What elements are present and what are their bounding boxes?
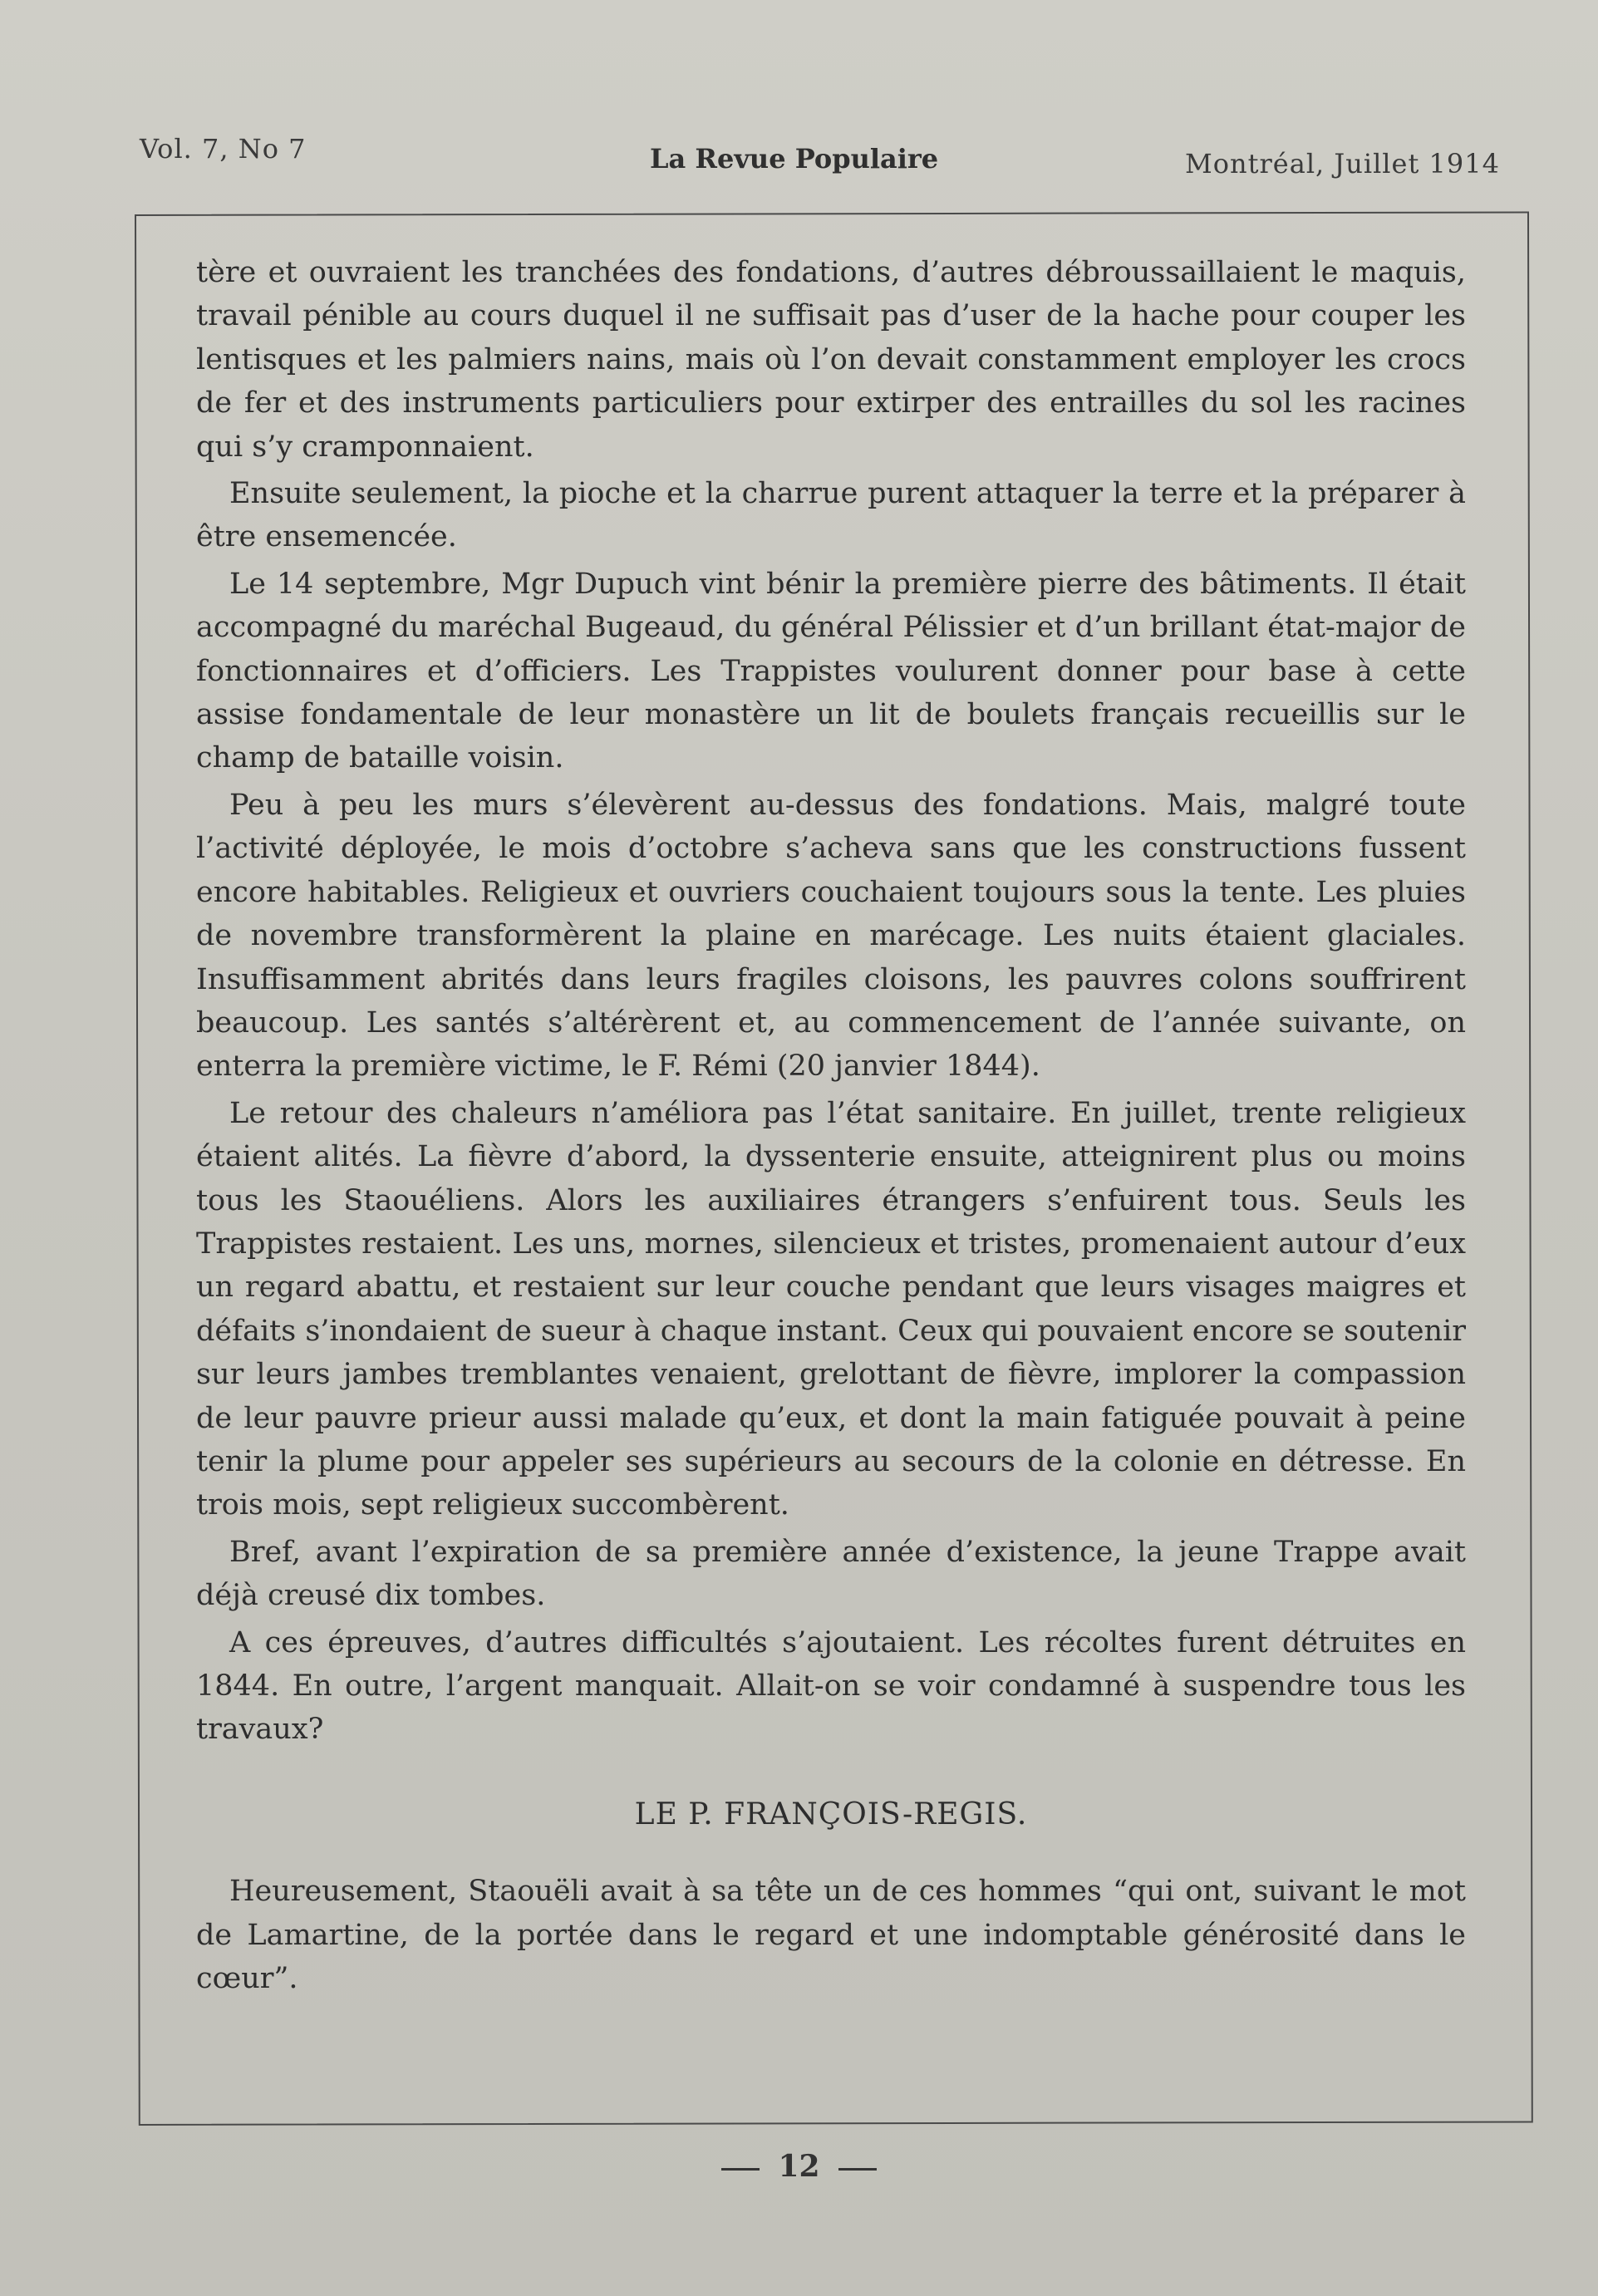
paragraph-7: A ces épreuves, d’autres difficultés s’ajoutaient. Les récoltes furent détruites en 1844. En outre, l’argent manquait. Allait-on se voir condamné à suspendre tous les travaux? [196, 1625, 1466, 1747]
paragraph-5: Le retour des chaleurs n’améliora pas l’état sanitaire. En juillet, trente religieux étaient alités. La fièvre d’abord, la dyssenterie ensuite, atteignirent plus ou moins tous les Staouéliens. Alors les auxiliaires étrangers s’enfuirent tous. Seuls les Trappistes restaient. Les uns, mornes, silencieux et tristes, promenaient autour d’eux un regard abattu, et restaient sur leur couche pendant que leurs visages maigres et défaits s’inondaient de sueur à chaque instant. Ceux qui pouvaient encore se soutenir sur leurs jambes tremblantes venaient, grelottant de fièvre, implorer la compassion de leur pauvre prieur aussi malade qu’eux, et dont la main fatiguée pouvait à peine tenir la plume pour appeler ses supérieurs au secours de la colonie en détresse. En trois mois, sept religieux succombèrent. [196, 1096, 1466, 1522]
journal-title: La Revue Populaire [650, 143, 939, 175]
article-body [196, 251, 1466, 2003]
page-number [0, 2149, 1598, 2184]
paragraph-3: Le 14 septembre, Mgr Dupuch vint bénir la première pierre des bâtiments. Il était accompagné du maréchal Bugeaud, du général Pélissier et d’un brillant état-major de fonctionnaires et d’officiers. Les Trappistes voulurent donner pour base à cette assise fondamentale de leur monastère un lit de boulets français recueillis sur le champ de bataille voisin. [196, 567, 1466, 775]
issue-place-date: Montréal, Juillet 1914 [1185, 148, 1500, 179]
folio-dash-left [721, 2168, 760, 2171]
paragraph-6: Bref, avant l’expiration de sa première année d’existence, la jeune Trappe avait déjà creusé dix tombes. [196, 1535, 1466, 1613]
section-heading: LE P. FRANÇOIS-REGIS. [634, 1797, 1028, 1831]
paragraph-1: tère et ouvraient les tranchées des fondations, d’autres débroussaillaient le maquis, travail pénible au cours duquel il ne suffisait pas d’user de la hache pour couper les lentisques et les palmiers nains, mais où l’on devait constamment employer les crocs de fer et des instruments particuliers pour extirper des entrailles du sol les racines qui s’y cramponnaient. [196, 256, 1466, 464]
closing-paragraph: Heureusement, Staouëli avait à sa tête un de ces hommes “qui ont, suivant le mot de Lamartine, de la portée dans le regard et une indomptable générosité dans le cœur”. [196, 1875, 1466, 1996]
paragraph-4: Peu à peu les murs s’élevèrent au-dessus des fondations. Mais, malgré toute l’activité déployée, le mois d’octobre s’acheva sans que les constructions fussent encore habitables. Religieux et ouvriers couchaient toujours sous la tente. Les pluies de novembre transformèrent la plaine en marécage. Les nuits étaient glaciales. Insuffisamment abrités dans leurs fragiles cloisons, les pauvres colons souffrirent beaucoup. Les santés s’altérèrent et, au commencement de l’année suivante, on enterra la première victime, le F. Rémi (20 janvier 1844). [196, 788, 1466, 1084]
paragraph-2: Ensuite seulement, la pioche et la charrue purent attaquer la terre et la préparer à être ensemencée. [196, 477, 1466, 554]
volume-number: Vol. 7, No 7 [140, 133, 307, 165]
running-header [0, 133, 1598, 183]
page-number-value: 12 [778, 2149, 820, 2184]
folio-dash-right [838, 2168, 877, 2171]
